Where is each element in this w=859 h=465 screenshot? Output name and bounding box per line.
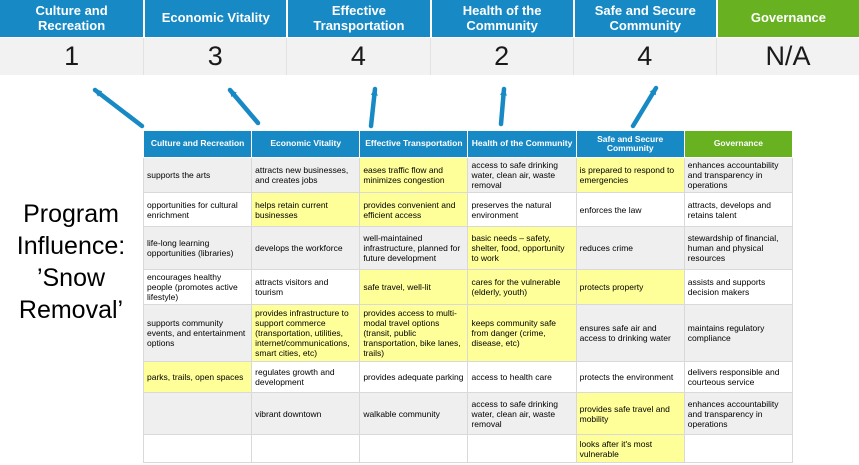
matrix-column-header: Effective Transportation [360,131,468,158]
matrix-cell [468,435,576,463]
matrix-cell [144,435,252,463]
matrix-cell: provides infrastructure to support commerce (transportation, utilities, internet/communications, smart cities, etc) [252,305,360,362]
matrix-cell: basic needs – safety, shelter, food, opportunity to work [468,227,576,270]
matrix-cell: enhances accountability and transparency in operations [684,393,792,435]
matrix-column-header: Economic Vitality [252,131,360,158]
matrix-cell: protects property [576,270,684,305]
matrix-column-header: Governance [684,131,792,158]
matrix-cell: regulates growth and development [252,362,360,393]
program-title-line: Influence: [16,232,126,260]
matrix-cell: parks, trails, open spaces [144,362,252,393]
matrix-row [144,193,793,227]
priority-score: 1 [0,38,143,75]
matrix-cell: attracts visitors and tourism [252,270,360,305]
matrix-cell: supports the arts [144,158,252,193]
priority-header: Safe and Secure Community [573,0,716,37]
influence-arrow [371,89,375,126]
matrix-cell: delivers responsible and courteous service [684,362,792,393]
matrix-cell: is prepared to respond to emergencies [576,158,684,193]
matrix-cell: access to safe drinking water, clean air, waste removal [468,393,576,435]
matrix-row [144,227,793,270]
matrix-cell: reduces crime [576,227,684,270]
matrix-cell: well-maintained infrastructure, planned for future development [360,227,468,270]
matrix-cell: assists and supports decision makers [684,270,792,305]
matrix-cell [144,393,252,435]
banner-column [143,0,286,75]
matrix-cell: opportunities for cultural enrichment [144,193,252,227]
matrix-cell: life-long learning opportunities (libraries) [144,227,252,270]
matrix-cell: walkable community [360,393,468,435]
matrix-cell: keeps community safe from danger (crime, disease, etc) [468,305,576,362]
banner-column [286,0,429,75]
matrix-row [144,158,793,193]
matrix-column-header: Safe and Secure Community [576,131,684,158]
matrix-row [144,362,793,393]
priority-header: Governance [716,0,859,37]
priority-score: N/A [716,38,859,75]
matrix-row [144,393,793,435]
matrix-cell: cares for the vulnerable (elderly, youth) [468,270,576,305]
matrix-cell: protects the environment [576,362,684,393]
matrix-cell: enhances accountability and transparency in operations [684,158,792,193]
priority-header: Health of the Community [430,0,573,37]
matrix-cell: provides adequate parking [360,362,468,393]
matrix-cell: attracts new businesses, and creates jobs [252,158,360,193]
matrix-cell: provides safe travel and mobility [576,393,684,435]
matrix-cell: preserves the natural environment [468,193,576,227]
influence-arrow [230,90,258,123]
priority-header: Culture and Recreation [0,0,143,37]
matrix-cell: eases traffic flow and minimizes congestion [360,158,468,193]
matrix-cell: encourages healthy people (promotes active lifestyle) [144,270,252,305]
matrix-body [144,158,793,463]
priority-score: 4 [286,38,429,75]
influence-arrow [95,90,142,126]
program-influence-title [0,198,142,326]
matrix-cell: access to safe drinking water, clean air, waste removal [468,158,576,193]
matrix-cell: develops the workforce [252,227,360,270]
matrix-row [144,270,793,305]
matrix-cell: maintains regulatory compliance [684,305,792,362]
matrix-cell: safe travel, well-lit [360,270,468,305]
matrix-header-row [144,131,793,158]
priority-matrix-table [143,130,793,463]
matrix-cell: vibrant downtown [252,393,360,435]
matrix-cell: stewardship of financial, human and physical resources [684,227,792,270]
matrix-cell: ensures safe air and access to drinking water [576,305,684,362]
influence-arrow [633,88,656,126]
matrix-cell: attracts, develops and retains talent [684,193,792,227]
priority-score: 2 [430,38,573,75]
matrix-cell: supports community events, and entertainment options [144,305,252,362]
matrix-cell: access to health care [468,362,576,393]
program-title-line: Program [23,200,119,228]
influence-arrow [501,89,504,124]
priority-banner [0,0,859,75]
matrix-cell: enforces the law [576,193,684,227]
banner-column [716,0,859,75]
matrix-row [144,435,793,463]
matrix-cell [252,435,360,463]
matrix-cell: provides convenient and efficient access [360,193,468,227]
matrix-cell [684,435,792,463]
matrix-cell: looks after it's most vulnerable [576,435,684,463]
banner-column [0,0,143,75]
matrix-cell: helps retain current businesses [252,193,360,227]
matrix-column-header: Culture and Recreation [144,131,252,158]
priority-header: Economic Vitality [143,0,286,37]
matrix-row [144,305,793,362]
matrix-column-header: Health of the Community [468,131,576,158]
priority-score: 3 [143,38,286,75]
program-title-line: ’Snow [36,264,106,292]
program-title-line: Removal’ [18,296,124,324]
matrix-cell [360,435,468,463]
priority-score: 4 [573,38,716,75]
banner-column [430,0,573,75]
priority-header: Effective Transportation [286,0,429,37]
matrix-cell: provides access to multi-modal travel options (transit, public transportation, bike lanes, trails) [360,305,468,362]
banner-column [573,0,716,75]
